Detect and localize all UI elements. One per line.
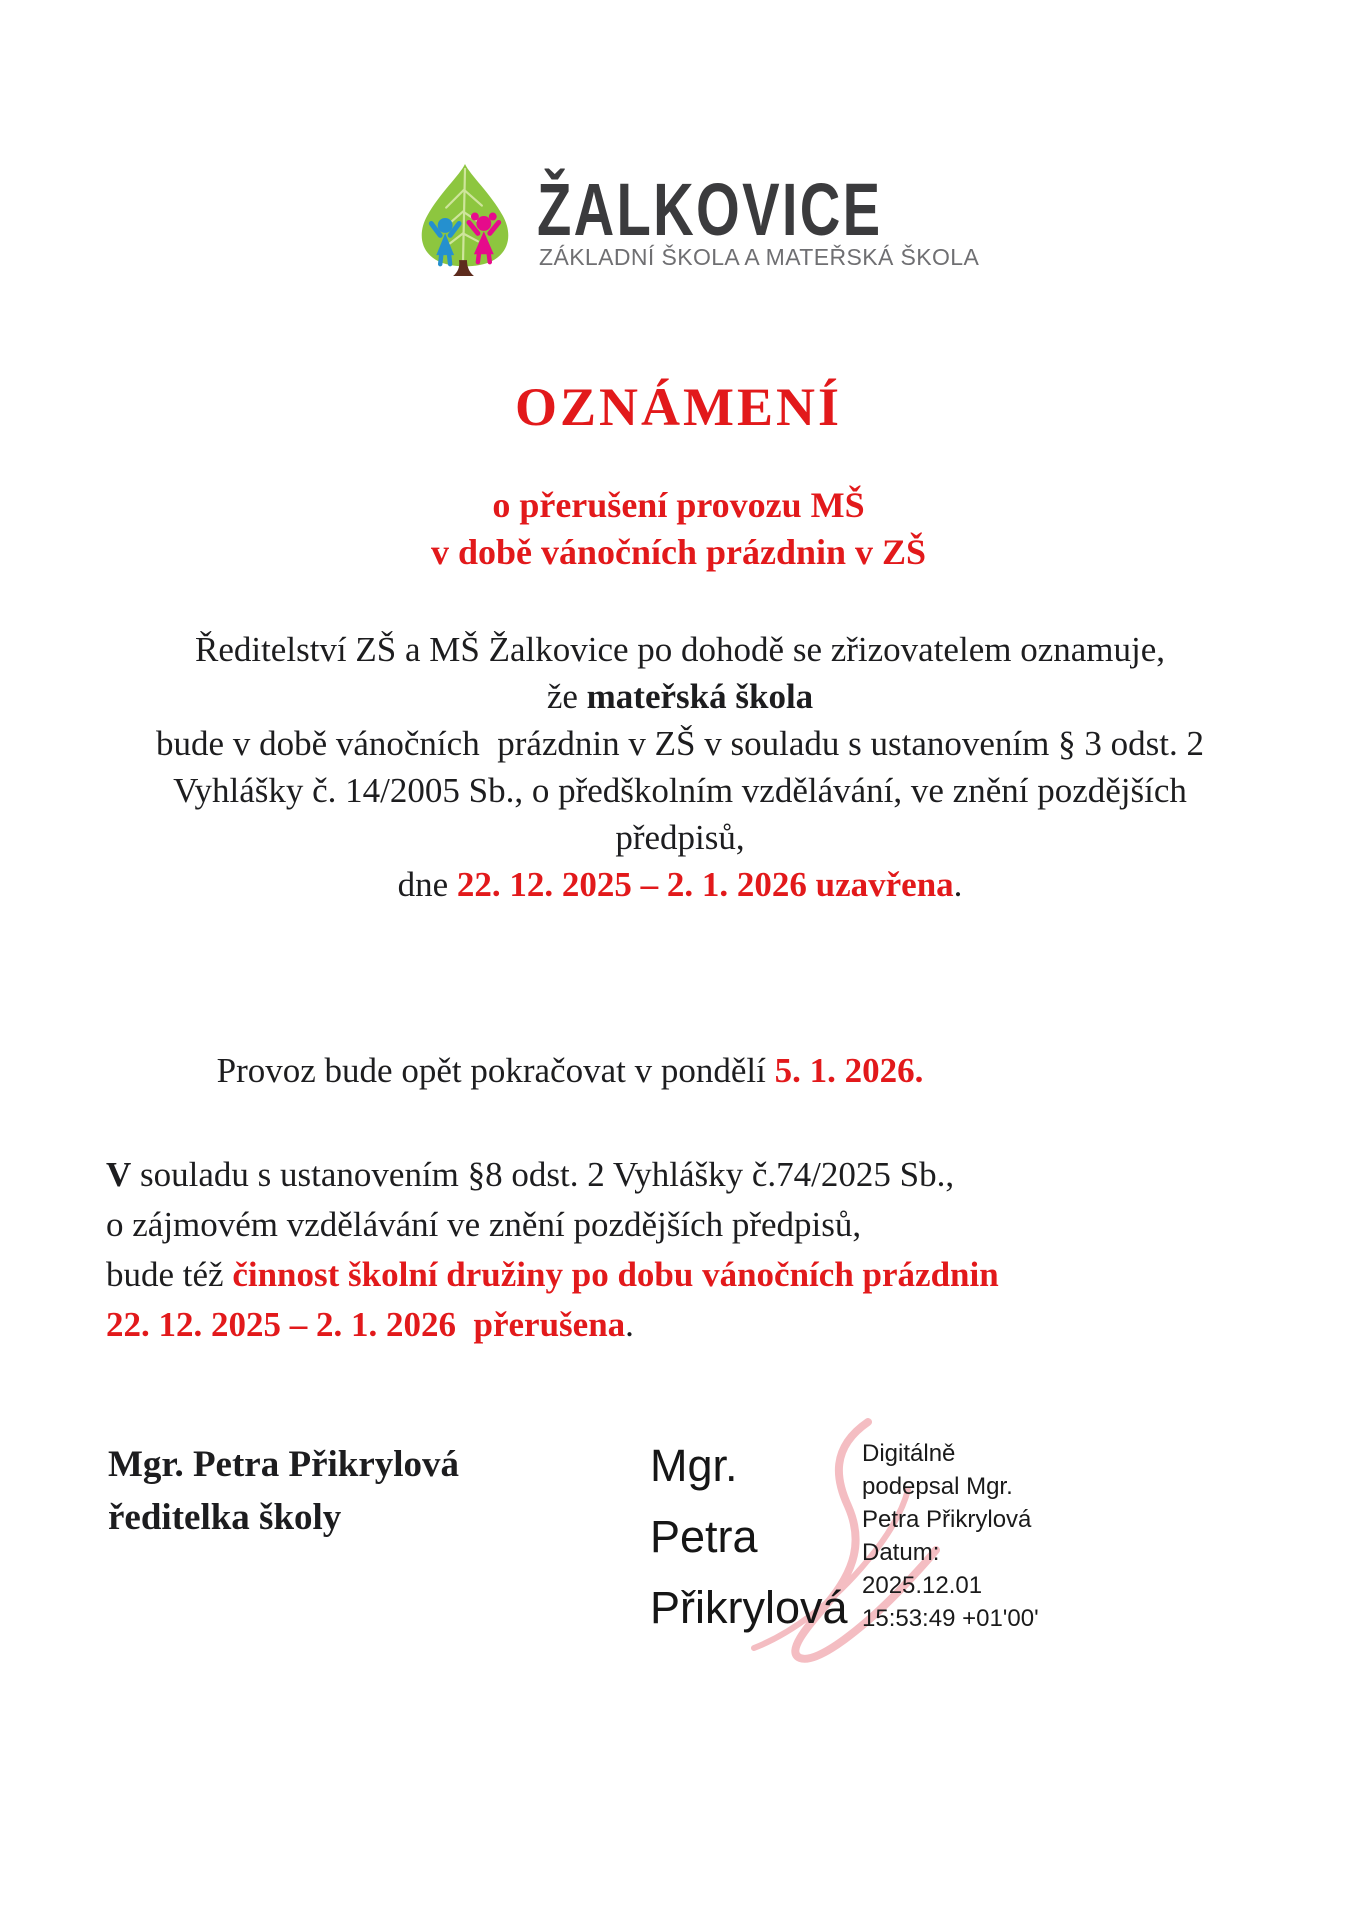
paragraph-line: předpisů, [615,818,745,857]
digital-detail-line: podepsal Mgr. [862,1473,1013,1500]
digital-signature-details [862,1437,1039,1635]
digital-name-line: Petra [650,1511,758,1562]
digital-name-line: Mgr. [650,1440,738,1491]
digital-detail-line: 2025.12.01 [862,1572,983,1599]
paragraph-line: o zájmovém vzdělávání ve znění pozdějších předpisů, [106,1205,862,1244]
subject-line-1: o přerušení provozu MŠ [492,485,865,525]
resume-date: 5. 1. 2026. [774,1051,924,1090]
school-name: ŽALKOVICE [537,168,883,251]
body-paragraph-closure [40,626,1320,908]
closure-dates: 22. 12. 2025 – 2. 1. 2026 uzavřena [456,865,954,904]
digital-name-line: Přikrylová [650,1582,848,1633]
school-subtitle: ZÁKLADNÍ ŠKOLA A MATEŘSKÁ ŠKOLA [539,244,980,270]
announcement-subject [0,482,1357,576]
digital-detail-line: Datum: [862,1539,940,1566]
school-leaf-logo-icon [415,162,515,276]
digital-signature-name [650,1430,848,1643]
digital-detail-line: 15:53:49 +01'00' [862,1605,1039,1632]
signatory-name: Mgr. Petra Přikrylová [108,1444,460,1485]
page-title: OZNÁMENÍ [514,377,842,437]
signature-block [108,1438,459,1544]
body-paragraph-resume: Provoz bude opět pokračovat v pondělí 5. 1. 2026. [216,1051,924,1090]
druzina-dates-line: 22. 12. 2025 – 2. 1. 2026 přerušena. [106,1305,634,1344]
closure-dates-line: dne 22. 12. 2025 – 2. 1. 2026 uzavřena. [397,865,963,904]
body-paragraph-druzina [106,1150,1286,1350]
paragraph-line: bude v době vánočních prázdnin v ZŠ v souladu s ustanovením § 3 odst. 2 [156,724,1204,763]
paragraph-line: Ředitelství ZŠ a MŠ Žalkovice po dohodě se zřizovatelem oznamuje, [194,630,1166,669]
druzina-highlight: činnost školní družiny po dobu vánočních prázdnin [232,1255,999,1294]
paragraph-line: Vyhlášky č. 14/2005 Sb., o předškolním vzdělávání, ve znění pozdějších [173,771,1187,810]
digital-detail-line: Petra Přikrylová [862,1506,1032,1533]
subject-line-2: v době vánočních prázdnin v ZŠ [430,532,927,572]
paragraph-line: že mateřská škola [546,677,814,716]
paragraph-line: V souladu s ustanovením §8 odst. 2 Vyhlášky č.74/2025 Sb., [106,1155,955,1194]
paragraph-line: bude též činnost školní družiny po dobu vánočních prázdnin [106,1255,999,1294]
signatory-role: ředitelka školy [108,1497,342,1538]
digital-detail-line: Digitálně [862,1440,956,1467]
druzina-dates: 22. 12. 2025 – 2. 1. 2026 přerušena [106,1305,626,1344]
